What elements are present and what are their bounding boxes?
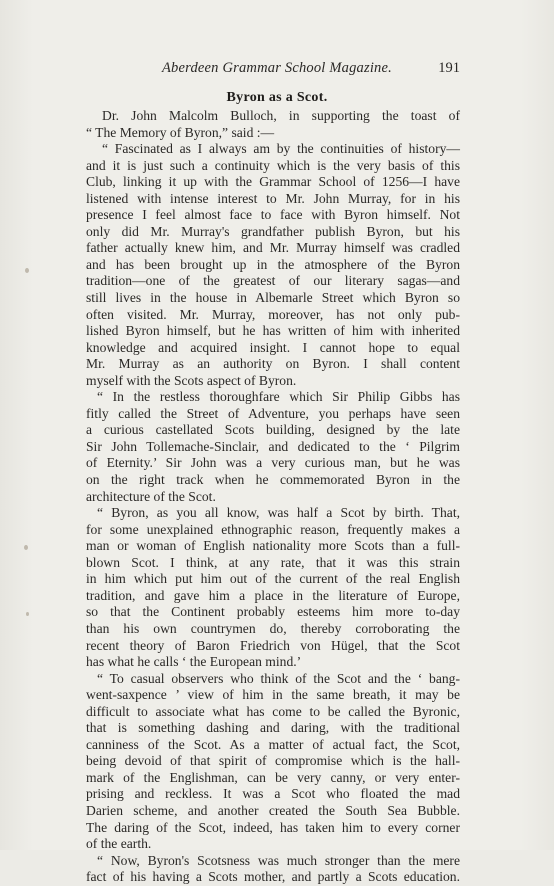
- text-line: “ Byron, as you all know, was half a Scot by birth. That,: [97, 505, 460, 521]
- text-line: The daring of the Scot, indeed, has taken him to every corner: [86, 819, 460, 835]
- article-title: Byron as a Scot.: [226, 90, 328, 105]
- text-line: mark of the Englishman, can be very canny, or very enter-: [86, 769, 460, 785]
- text-line: “ Fascinated as I always am by the continuities of history—: [102, 141, 460, 157]
- text-line: “ Now, Byron's Scotsness was much stronger than the mere: [97, 852, 460, 868]
- text-line: Darien scheme, and another created the South Sea Bubble.: [86, 802, 460, 818]
- text-line: of the earth.: [86, 836, 152, 852]
- text-line: Mr. Murray as an authority on Byron. I shall content: [86, 356, 460, 372]
- page-number: 191: [438, 60, 460, 76]
- running-title: Aberdeen Grammar School Magazine.: [162, 60, 392, 76]
- text-line: for some unexplained ethnographic reason, frequently makes a: [86, 521, 460, 537]
- text-line: on the right track when he commemorated Byron in the: [86, 472, 460, 488]
- text-line: fact of his having a Scots mother, and partly a Scots education.: [86, 869, 460, 885]
- text-line: prising and reckless. It was a Scot who floated the mad: [86, 786, 460, 802]
- text-line: in him which put him out of the current of the real English: [86, 571, 460, 587]
- text-line: “ To casual observers who think of the Scot and the ‘ bang-: [97, 670, 460, 686]
- text-line: went-saxpence ’ view of him in the same breath, it may be: [86, 687, 460, 703]
- text-line: architecture of the Scot.: [86, 488, 216, 504]
- text-line: knowledge and acquired insight. I cannot hope to equal: [86, 339, 460, 355]
- text-line: often visited. Mr. Murray, moreover, has not only pub-: [86, 306, 460, 322]
- text-line: listened with intense interest to Mr. John Murray, for in his: [86, 190, 460, 206]
- text-line: only did Mr. Murray's grandfather publish Byron, but his: [86, 223, 460, 239]
- text-line: Dr. John Malcolm Bulloch, in supporting the toast of: [102, 108, 460, 123]
- text-line: “ The Memory of Byron,” said :—: [86, 124, 275, 140]
- text-line: canniness of the Scot. As a matter of actual fact, the Scot,: [86, 736, 460, 752]
- article-body: [86, 108, 460, 886]
- text-line: Sir John Tollemache-Sinclair, and dedicated to the ‘ Pilgrim: [86, 438, 460, 454]
- running-head: [82, 60, 460, 80]
- text-line: father actually knew him, and Mr. Murray himself was cradled: [86, 240, 460, 256]
- text-line: fitly called the Street of Adventure, you perhaps have seen: [86, 405, 460, 421]
- text-line: difficult to associate what has come to be called the Byronic,: [86, 703, 460, 719]
- text-line: recent theory of Baron Friedrich von Hügel, that the Scot: [86, 637, 460, 653]
- text-line: presence I feel almost face to face with Byron himself. Not: [86, 207, 460, 223]
- text-line: still lives in the house in Albemarle Street which Byron so: [86, 290, 460, 306]
- text-line: than his own countrymen do, thereby corroborating the: [86, 620, 460, 636]
- text-line: lished Byron himself, but he has written of him with inherited: [86, 323, 460, 339]
- text-line: blown Scot. I think, at any rate, that it was this strain: [86, 554, 460, 570]
- text-line: a curious castellated Scots building, designed by the late: [86, 422, 460, 438]
- text-line: tradition—one of the greatest of our literary sagas—and: [86, 273, 460, 289]
- text-line: myself with the Scots aspect of Byron.: [86, 372, 297, 388]
- text-line: man or woman of English nationality more Scots than a full-: [86, 538, 460, 554]
- paper-blemish: [26, 612, 29, 616]
- text-line: of Eternity.’ Sir John was a very curious man, but he was: [86, 455, 460, 471]
- text-line: and has been brought up in the atmosphere of the Byron: [86, 256, 460, 272]
- text-line: Club, linking it up with the Grammar School of 1256—I have: [86, 174, 460, 190]
- paper-blemish: [25, 268, 29, 273]
- paper-blemish: [24, 545, 28, 550]
- text-line: that is something dashing and daring, with the traditional: [86, 720, 460, 736]
- text-line: has what he calls ‘ the European mind.’: [86, 654, 302, 670]
- text-line: and it is just such a continuity which is the very basis of this: [86, 157, 460, 173]
- text-line: so that the Continent probably esteems him more to-day: [86, 604, 460, 620]
- text-line: “ In the restless thoroughfare which Sir Philip Gibbs has: [97, 389, 460, 405]
- text-line: being devoid of that spirit of compromise which is the hall-: [86, 753, 460, 769]
- text-line: tradition, and gave him a place in the literature of Europe,: [86, 587, 460, 603]
